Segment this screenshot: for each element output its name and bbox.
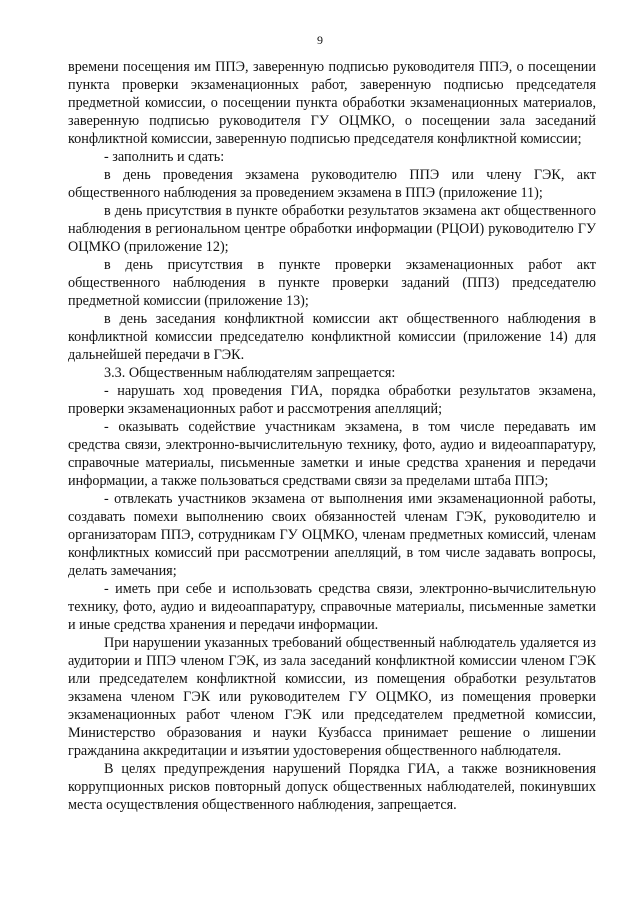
section-heading-prohibitions: 3.3. Общественным наблюдателям запрещается: xyxy=(104,365,396,381)
paragraph-violation-consequences: При нарушении указанных требований общественный наблюдатель удаляется из аудитории и ППЭ членом ГЭК, из зала заседаний конфликтной комиссии членом ГЭК или председателем конфликтной комиссии, из помещения обработки результатов экзамена членом ГЭК или руководителем ГУ ОЦМКО, из помещения проверки экзаменационных работ членом ГЭК или председателем предметной комиссии, Министерство образования и науки Кузбасса принимает решение о лишении гражданина аккредитации и изъятии удостоверения общественного наблюдателя. xyxy=(68,635,596,759)
page-number: 9 xyxy=(317,33,323,47)
paragraph-act-rcoi: в день присутствия в пункте обработки результатов экзамена акт общественного наблюдения в региональном центре обработки информации (РЦОИ) руководителю ГУ ОЦМКО (приложение 12); xyxy=(68,203,596,255)
paragraph-prohibition-assist: - оказывать содействие участникам экзамена, в том числе передавать им средства связи, электронно-вычислительную технику, фото, аудио и видеоаппаратуру, справочные материалы, письменные заметки и иные средства хранения и передачи информации, а также пользоваться средствами связи за пределами штаба ППЭ; xyxy=(68,419,596,489)
paragraph-prohibition-devices: - иметь при себе и использовать средства связи, электронно-вычислительную технику, фото, аудио и видеоаппаратуру, справочные материалы, письменные заметки и иные средства хранения и передачи информации. xyxy=(68,581,596,633)
paragraph-prohibition-distract: - отвлекать участников экзамена от выполнения ими экзаменационной работы, создавать помехи выполнению своих обязанностей членам ГЭК, руководителю и организаторам ППЭ, сотрудникам ГУ ОЦМКО, членам предметных комиссий, членам конфликтных комиссий при рассмотрении апелляций, в том числе задавать вопросы, делать замечания; xyxy=(68,491,596,579)
paragraph-act-ppz: в день присутствия в пункте проверки экзаменационных работ акт общественного наблюдения в пункте проверки заданий (ППЗ) председателю предметной комиссии (приложение 13); xyxy=(68,257,596,309)
paragraph-readmission-prohibited: В целях предупреждения нарушений Порядка ГИА, а также возникновения коррупционных рисков повторный допуск общественных наблюдателей, покинувших места осуществления общественного наблюдения, запрещается. xyxy=(68,761,596,813)
paragraph-act-ppe: в день проведения экзамена руководителю ППЭ или члену ГЭК, акт общественного наблюдения за проведением экзамена в ППЭ (приложение 11); xyxy=(68,167,596,201)
paragraph-prohibition-disrupt: - нарушать ход проведения ГИА, порядка обработки результатов экзамена, проверки экзаменационных работ и рассмотрения апелляций; xyxy=(68,383,596,417)
paragraph-visit-certificates: времени посещения им ППЭ, заверенную подписью руководителя ППЭ, о посещении пункта проверки экзаменационных работ, заверенную подписью председателя предметной комиссии, о посещении пункта обработки экзаменационных материалов, заверенную подписью руководителя ГУ ОЦМКО, о посещении зала заседаний конфликтной комиссии, заверенную подписью председателя конфликтной комиссии; xyxy=(68,59,596,147)
paragraph-fill-and-submit: - заполнить и сдать: xyxy=(104,149,225,165)
paragraph-act-conflict-commission: в день заседания конфликтной комиссии акт общественного наблюдения в конфликтной комиссии председателю конфликтной комиссии (приложение 14) для дальнейшей передачи в ГЭК. xyxy=(68,311,596,363)
document-body xyxy=(68,58,596,814)
